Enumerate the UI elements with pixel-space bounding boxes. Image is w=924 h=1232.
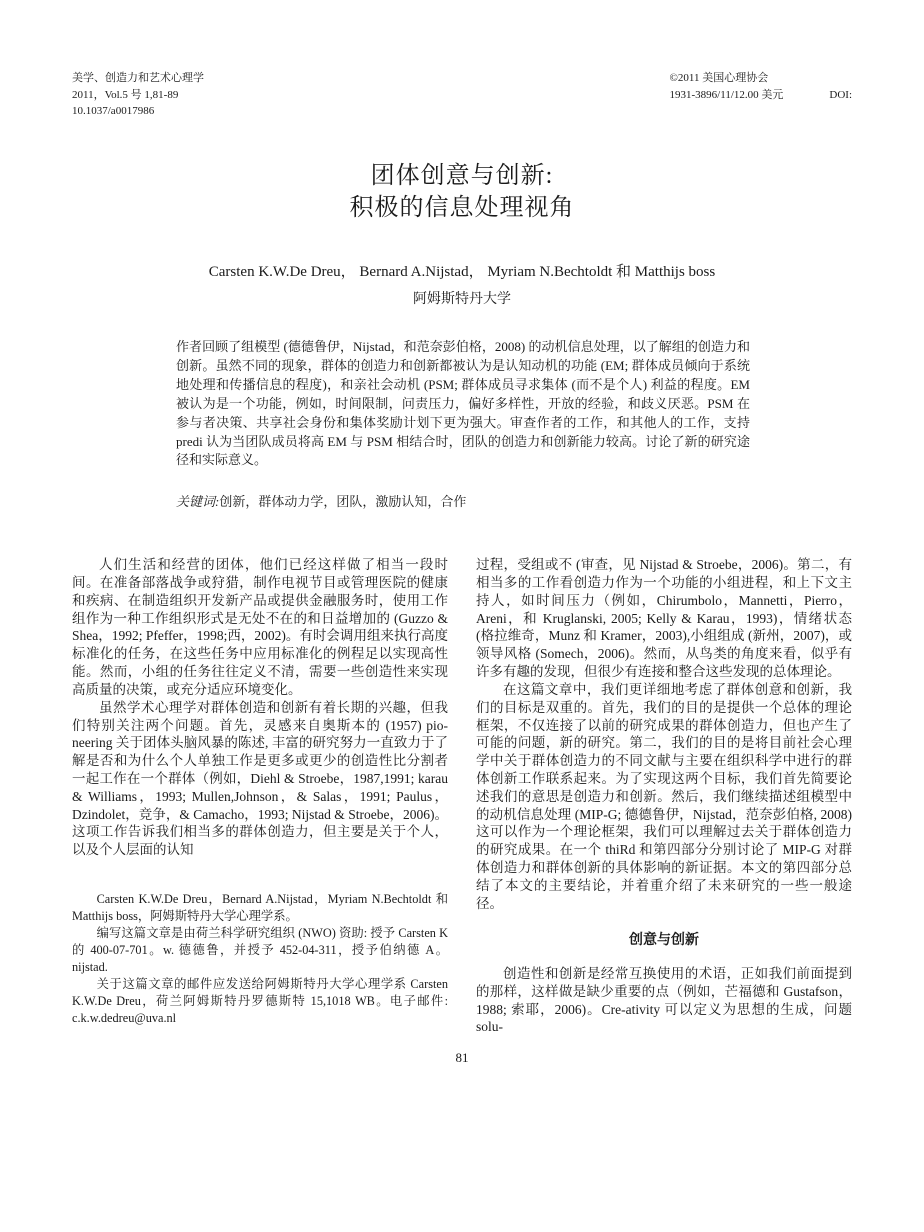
body-paragraph: 创造性和创新是经常互换使用的术语，正如我们前面提到的那样，这样做是缺少重要的点（例如，芒福德和 Gustafson，1988; 索耶，2006)。Cre-ativity 可以定义为思想的生成，问题 solu- (476, 965, 852, 1035)
journal-info-right (670, 70, 852, 120)
author-note (72, 891, 448, 1027)
journal-name: 美学、创造力和艺术心理学 (72, 72, 204, 84)
section-heading: 创意与创新 (629, 933, 699, 949)
journal-header (72, 70, 852, 120)
journal-info-left (72, 70, 204, 120)
author-note-paragraph: Carsten K.W.De Dreu，Bernard A.Nijstad，Myriam N.Bechtoldt 和 Matthijs boss，阿姆斯特丹大学心理学系。 (72, 892, 448, 923)
authors-line: Carsten K.W.De Dreu， Bernard A.Nijstad， Myriam N.Bechtoldt 和 Matthijs boss (208, 264, 716, 281)
body-paragraph: 人们生活和经营的团体，他们已经这样做了相当一段时间。在准备部落战争或狩猎，制作电视节目或管理医院的健康和疾病、在制造组织开发新产品或提供金融服务时，使用工作组作为一种工作组织形式是无处不在的和日益增加的 (Guzzo & Shea，1992; Pfeffer，1998;西，2002)。有时会调用组来执行高度标准化的任务，在这些任务中应用标准化的例程足以实现高性能。然而，小组的任务往往定义不清，需要一些创造性来实现高质量的决策，或充分适应环境变化。 (72, 557, 448, 697)
issn-row (670, 87, 852, 104)
doi-label: DOI: (829, 88, 852, 101)
body-columns (72, 556, 852, 1036)
paper-title (72, 160, 852, 225)
affiliation-line: 阿姆斯特丹大学 (413, 292, 511, 308)
author-note-paragraph: 关于这篇文章的邮件应发送给阿姆斯特丹大学心理学系 Carsten K.W.De Dreu，荷兰阿姆斯特丹罗德斯特 15,1018 WB。电子邮件: c.k.w.dedreu@uva.nl (72, 976, 448, 1025)
page-number: 81 (455, 1050, 469, 1065)
body-paragraph: 虽然学术心理学对群体创造和创新有着长期的兴趣，但我们特别关注两个问题。首先，灵感来自奥斯本的 (1957) pio-neering 关于团体头脑风暴的陈述, 丰富的研究努力一直致力于了解是否和为什么个人单独工作是更多或更少的创造性比分割者一起工作在一个群体（例如，Diehl & Stroebe，1987,1991; karau & Williams，1993; Mullen,Johnson，& Salas，1991; Paulus，Dzindolet，竞争，& Camacho，1993; Nijstad & Stroebe，2006)。这项工作告诉我们相当多的群体创造力，但主要是关于个人，以及个人层面的认知 (72, 699, 448, 858)
issn-line: 1931-3896/11/12.00 美元 (669, 88, 784, 101)
author-note-paragraph: 编写这篇文章是由荷兰科学研究组织 (NWO) 资助: 授予 Carsten K 的 400-07-701。w. 德德鲁，并授予 452-04-311，授予伯纳德 A。nijstad. (72, 925, 448, 974)
journal-issue: 2011，Vol.5 号 1,81-89 (72, 88, 179, 101)
journal-doi-number: 10.1037/a0017986 (72, 105, 155, 117)
keywords-label: 关键词: (176, 494, 220, 510)
left-column (72, 556, 448, 1036)
body-paragraph: 过程，受组或不 (审查，见 Nijstad & Stroebe，2006)。第二，有相当多的工作看创造力作为一个功能的小组进程，和上下文主持人，如时间压力（例如，Chirumbolo，Mannetti，Pierro，Areni，和 Kruglanski, 2005; Kelly & Karau，1993)，情绪状态 (格拉维奇，Munz 和 Kramer，2003),小组组成 (新州，2007)，或领导风格 (Somech，2006)。然而，从鸟类的角度来看，似乎有许多有趣的发现，但很少有连接和整合这些发现的总体理论。 (476, 557, 852, 680)
copyright-line: ©2011 美国心理协会 (669, 72, 769, 84)
paper-title-line1: 团体创意与创新: (370, 162, 554, 189)
keywords-text: 创新，群体动力学，团队，激励认知，合作 (219, 494, 467, 510)
abstract-text: 作者回顾了组模型 (德德鲁伊，Nijstad，和范奈彭伯格，2008) 的动机信息处理，以了解组的创造力和创新。虽然不同的现象，群体的创造力和创新都被认为是认知动机的功能 (EM; 群体成员倾向于系统地处理和传播信息的程度)，和亲社会动机 (PSM; 群体成员寻求集体 (而不是个人) 利益的程度。EM 被认为是一个功能，例如，时间限制，问责压力，偏好多样性，开放的经验，和歧义厌恶。PSM 在参与者决策、共享社会身份和集体奖励计划下更为强大。审查作者的工作，和其他人的工作，支持 predi 认为当团队成员将高 EM 与 PSM 相结合时，团队的创造力和创新能力较高。讨论了新的研究途径和实际意义。 (176, 339, 750, 468)
right-column (476, 556, 852, 1036)
keywords-line (176, 491, 750, 510)
paper-title-line2: 积极的信息处理视角 (349, 194, 575, 221)
body-paragraph: 在这篇文章中，我们更详细地考虑了群体创意和创新，我们的目标是双重的。首先，我们的目的是提供一个总体的理论框架，不仅连接了以前的研究成果的群体创造力，但也产生了可能的问题，新的研究。第二，我们的目的是将目前社会心理学中关于群体创造力的不同文献与主要在组织科学中进行的群体创新工作联系起来。为了实现这两个目标，我们首先简要论述我们的意思是创造力和创新。然后，我们继续描述组模型中的动机信息处理 (MIP-G; 德德鲁伊，Nijstad，范奈彭伯格, 2008) 这可以作为一个理论框架，我们可以理解过去关于群体创造力的研究成果。在一个 thiRd 和第四部分分别讨论了 MIP-G 对群体创造力和群体创新的具体影响的新证据。本文的第四部分总结了本文的主要结论，并着重介绍了未来研究的一些一般途径。 (476, 681, 852, 911)
